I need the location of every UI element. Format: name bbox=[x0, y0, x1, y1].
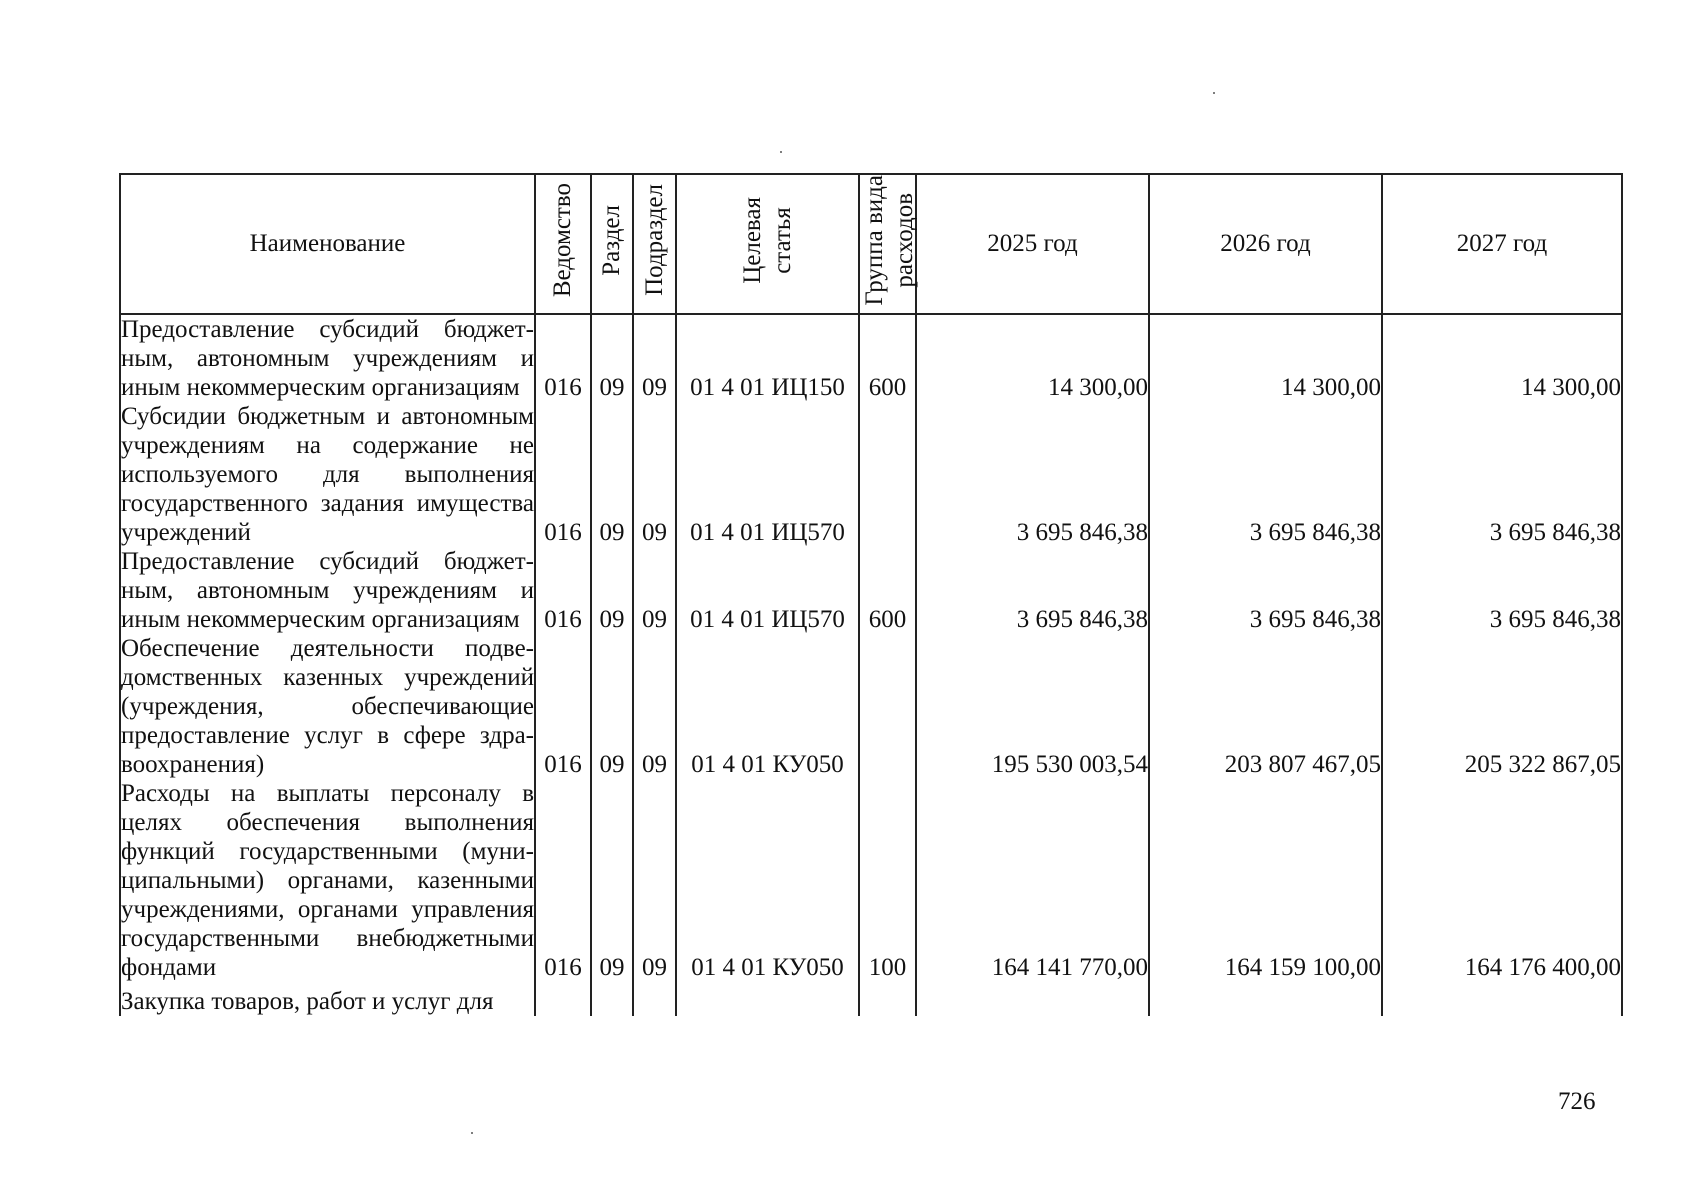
row-amount-2026: 3 695 846,38 bbox=[1149, 547, 1382, 634]
row-target-article: 01 4 01 ИЦ150 bbox=[676, 314, 859, 402]
table-row-continued bbox=[120, 982, 1622, 1016]
row-amount-2025: 3 695 846,38 bbox=[916, 402, 1149, 547]
row-subsection: 09 bbox=[633, 402, 676, 547]
table-row bbox=[120, 314, 1622, 402]
scan-speck bbox=[471, 1132, 473, 1134]
row-target-article: 01 4 01 КУ050 bbox=[676, 634, 859, 779]
empty-cell bbox=[916, 982, 1149, 1016]
row-amount-2027: 3 695 846,38 bbox=[1382, 402, 1622, 547]
row-subsection: 09 bbox=[633, 779, 676, 982]
header-section: Раздел bbox=[591, 174, 633, 314]
scan-speck bbox=[1213, 92, 1215, 94]
table-row bbox=[120, 779, 1622, 982]
row-amount-2027: 3 695 846,38 bbox=[1382, 547, 1622, 634]
row-name: Предоставление субсидий бюджетным, автономным учреждениям и иным некоммерческим организациям bbox=[121, 547, 534, 633]
row-department: 016 bbox=[535, 634, 591, 779]
row-name: Обеспечение деятельности подведомственных казенных учреждений (учреждения, обеспечивающие предоставление услуг в сфере здравоохранения) bbox=[121, 634, 534, 778]
row-name: Расходы на выплаты персоналу в целях обеспечения выполнения функций государственными (муниципальными) органами, казенными учреждениями, органами управления государственными внебюджетными фондами bbox=[121, 779, 534, 981]
empty-cell bbox=[1382, 982, 1622, 1016]
empty-cell bbox=[1149, 982, 1382, 1016]
row-amount-2026: 14 300,00 bbox=[1149, 314, 1382, 402]
empty-cell bbox=[676, 982, 859, 1016]
table-row bbox=[120, 634, 1622, 779]
row-name: Предоставление субсидий бюджетным, автономным учреждениям и иным некоммерческим организациям bbox=[121, 315, 534, 401]
empty-cell bbox=[591, 982, 633, 1016]
table-row bbox=[120, 547, 1622, 634]
row-section: 09 bbox=[591, 314, 633, 402]
page-number: 726 bbox=[1558, 1088, 1596, 1115]
row-expense-group bbox=[859, 634, 916, 779]
row-department: 016 bbox=[535, 402, 591, 547]
row-amount-2026: 164 159 100,00 bbox=[1149, 779, 1382, 982]
row-section: 09 bbox=[591, 402, 633, 547]
row-amount-2025: 195 530 003,54 bbox=[916, 634, 1149, 779]
row-amount-2027: 164 176 400,00 bbox=[1382, 779, 1622, 982]
header-department: Ведомство bbox=[535, 174, 591, 314]
budget-table bbox=[119, 173, 1623, 1016]
row-subsection: 09 bbox=[633, 547, 676, 634]
row-section: 09 bbox=[591, 547, 633, 634]
row-department: 016 bbox=[535, 779, 591, 982]
row-subsection: 09 bbox=[633, 314, 676, 402]
empty-cell bbox=[859, 982, 916, 1016]
row-target-article: 01 4 01 КУ050 bbox=[676, 779, 859, 982]
header-expense-group: Группа вида расходов bbox=[859, 174, 916, 314]
row-subsection: 09 bbox=[633, 634, 676, 779]
row-name: Субсидии бюджетным и автономным учреждениям на содержание не используемого для выполнения государственного задания имущества учреждений bbox=[121, 402, 534, 546]
row-amount-2027: 205 322 867,05 bbox=[1382, 634, 1622, 779]
row-amount-2027: 14 300,00 bbox=[1382, 314, 1622, 402]
header-year-2026: 2026 год bbox=[1149, 174, 1382, 314]
header-target-article: Целевая статья bbox=[676, 174, 859, 314]
row-section: 09 bbox=[591, 634, 633, 779]
header-year-2025: 2025 год bbox=[916, 174, 1149, 314]
row-amount-2025: 14 300,00 bbox=[916, 314, 1149, 402]
table-header-row bbox=[120, 174, 1622, 314]
row-target-article: 01 4 01 ИЦ570 bbox=[676, 402, 859, 547]
row-target-article: 01 4 01 ИЦ570 bbox=[676, 547, 859, 634]
row-amount-2026: 203 807 467,05 bbox=[1149, 634, 1382, 779]
header-subsection: Подраздел bbox=[633, 174, 676, 314]
row-expense-group: 600 bbox=[859, 547, 916, 634]
row-expense-group: 600 bbox=[859, 314, 916, 402]
row-name-continued: Закупка товаров, работ и услуг для bbox=[120, 982, 535, 1016]
empty-cell bbox=[633, 982, 676, 1016]
row-department: 016 bbox=[535, 547, 591, 634]
row-amount-2025: 164 141 770,00 bbox=[916, 779, 1149, 982]
header-year-2027: 2027 год bbox=[1382, 174, 1622, 314]
table-row bbox=[120, 402, 1622, 547]
empty-cell bbox=[535, 982, 591, 1016]
row-section: 09 bbox=[591, 779, 633, 982]
row-expense-group bbox=[859, 402, 916, 547]
scan-speck bbox=[780, 151, 782, 153]
row-amount-2025: 3 695 846,38 bbox=[916, 547, 1149, 634]
row-expense-group: 100 bbox=[859, 779, 916, 982]
row-amount-2026: 3 695 846,38 bbox=[1149, 402, 1382, 547]
header-name: Наименование bbox=[120, 174, 535, 314]
row-department: 016 bbox=[535, 314, 591, 402]
